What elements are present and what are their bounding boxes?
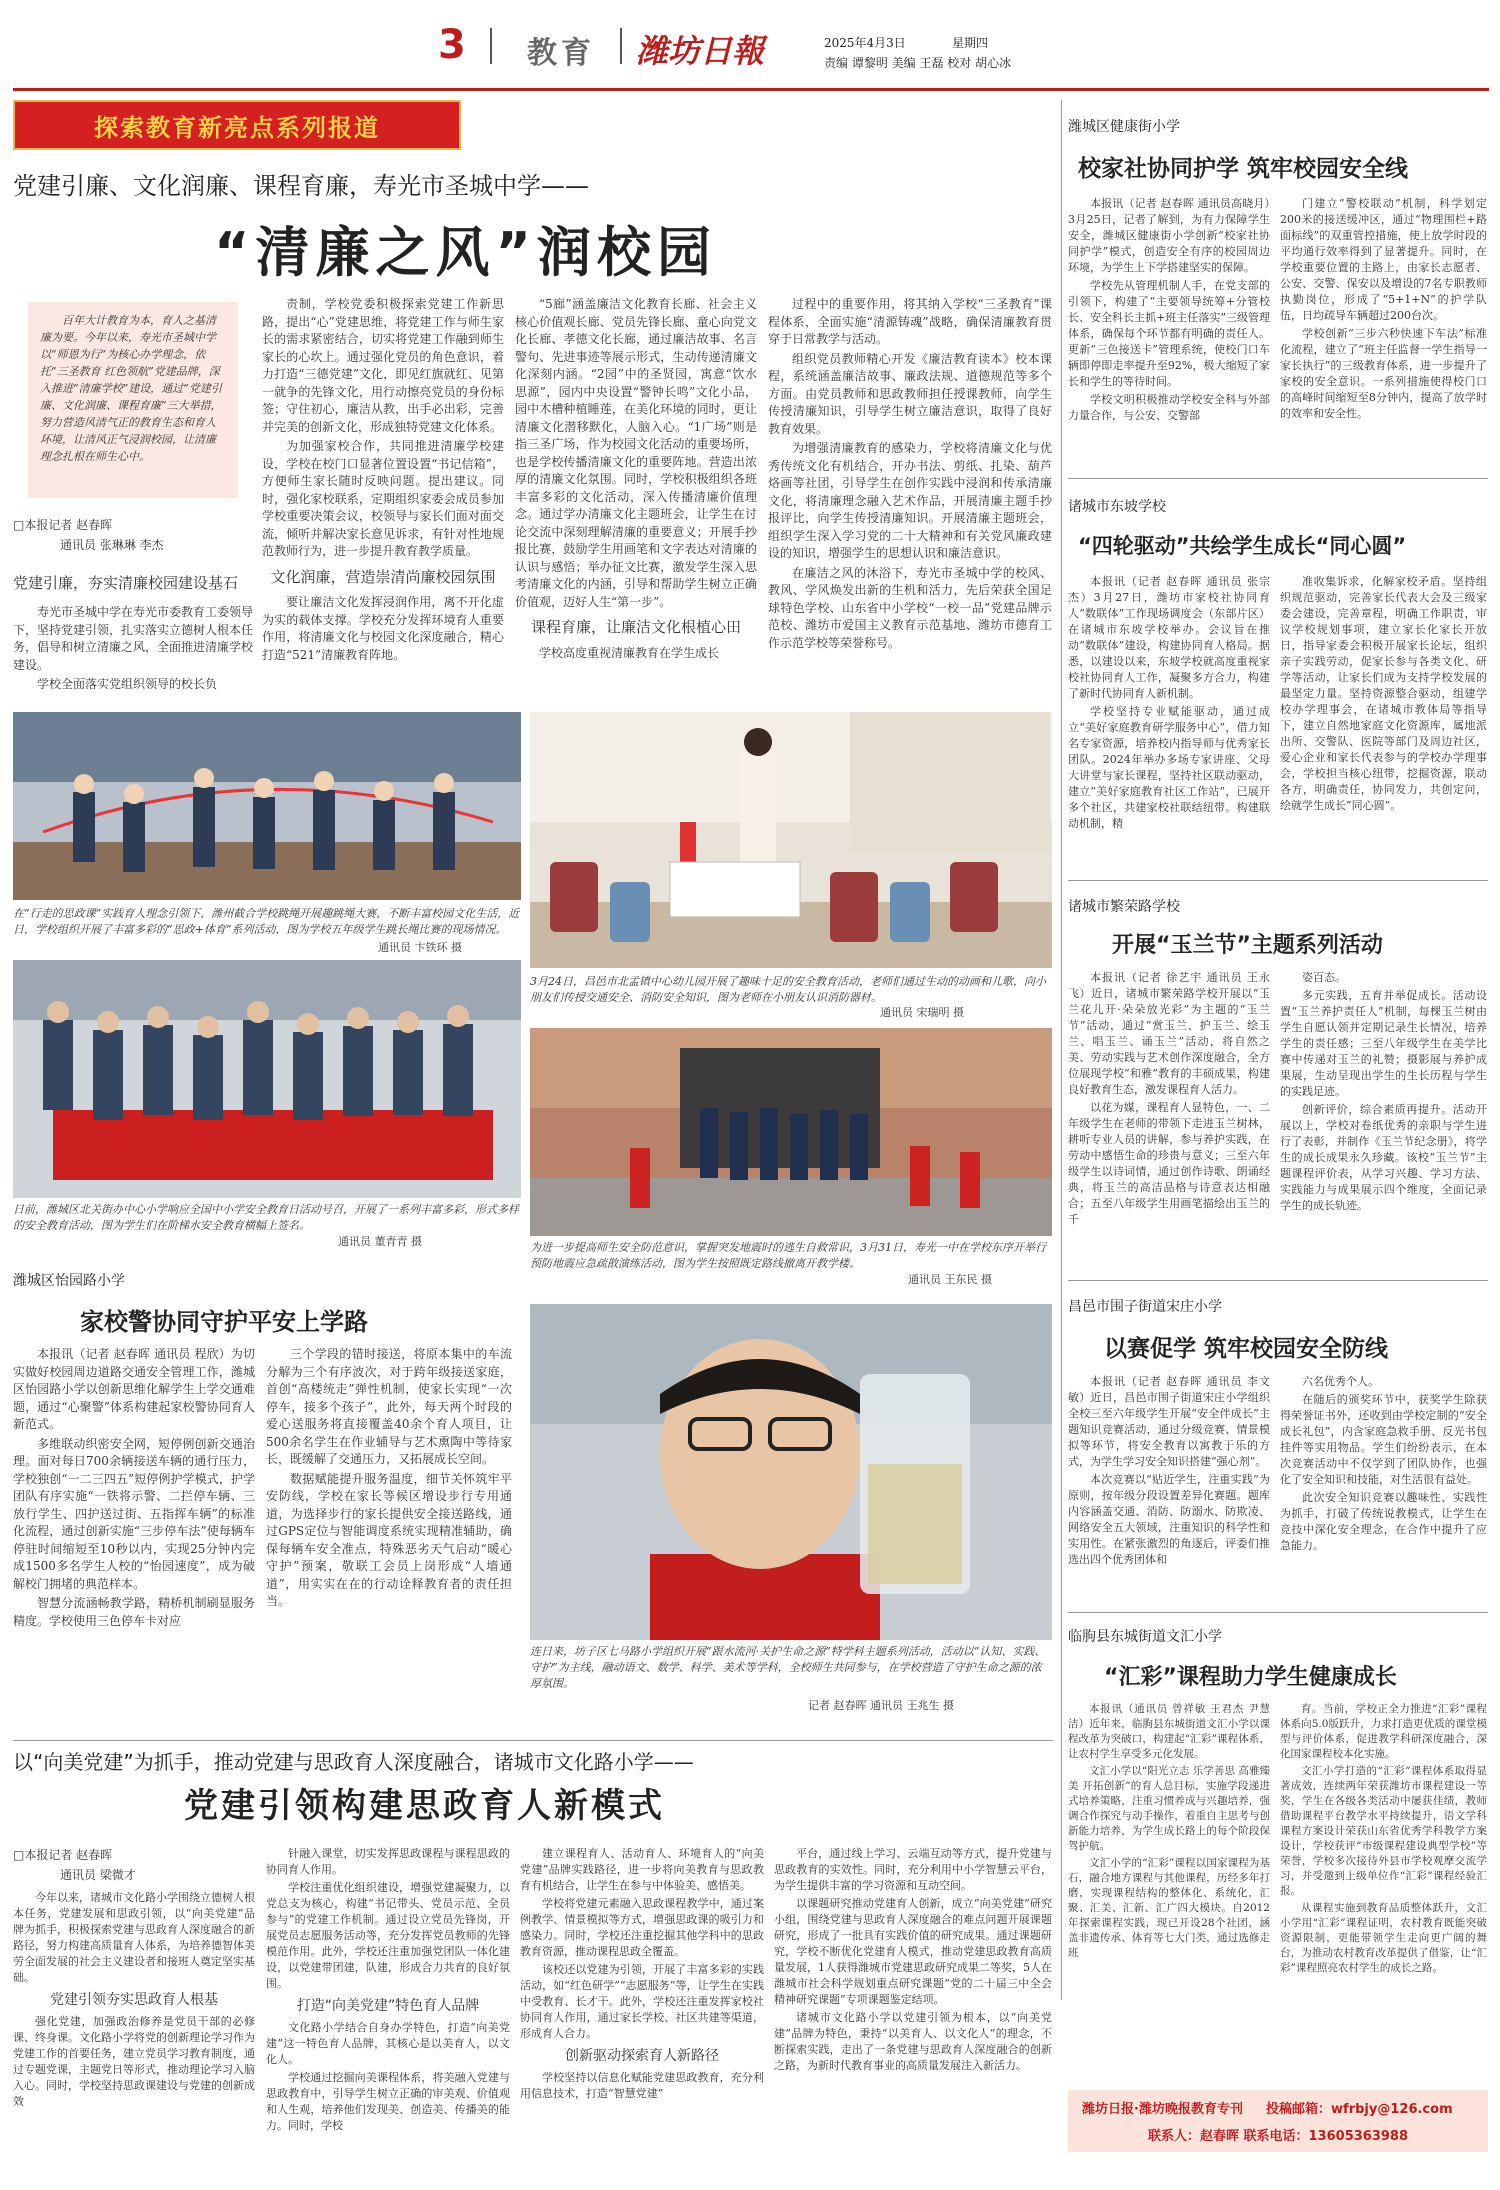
- s2-title: “四轮驱动”共绘学生成长“同心圆”: [1078, 534, 1407, 558]
- paragraph: 过程中的重要作用，将其纳入学校“三圣教育”课程体系，全面实施“清源铸魂”战略，确保清廉教育贯穿于日常教学与活动。: [768, 297, 1052, 346]
- credit-banner-signing: 通讯员 董青青 摄: [338, 1235, 422, 1248]
- paragraph: 本报讯（记者 赵春晖 通讯员 张宗杰）3月27日，潍坊市家校社协同育人“数联体”工作现场调度会（东部片区）在诸城市东坡学校举办。会议旨在推动“数联体”建设，构建协同育人格局。据悉，以建设以来，东坡学校就高度重视家校社协同育人工作，凝聚多方合力，构建了新时代协同育人新机制。: [1068, 575, 1270, 700]
- paragraph: 学校全面落实党组织领导的校长负: [37, 677, 218, 691]
- earthquake-drill-image: [530, 1028, 1052, 1236]
- paragraph: 本报讯（通讯员 曾祥敏 王君杰 尹慧洁）近年来，临朐县东城街道文汇小学以课程改革为突破口，构建起“汇彩”课程体系，让农村学生享受多元化发展。: [1068, 1703, 1270, 1760]
- s1-col-2: [1280, 196, 1487, 424]
- yilu-title: 家校警协同守护平安上学路: [80, 1308, 368, 1336]
- paragraph: 从课程实施到教育品质整体跃升，文汇小学用“汇彩”课程证明，农村教育既能突破资源限制，更能带领学生走向更广阔的舞台，为推动农村教育改革提供了借鉴，让“汇彩”课程照亮农村学生的成长之路。: [1280, 1902, 1487, 1974]
- caption-earthquake-drill: 为进一步提高师生安全防范意识，掌握突发地震时的逃生自救常识，3月31日，寿光一中在学校东序开举行预防地震应急疏散演练活动，图为学生按照既定路线撤离开教学楼。: [530, 1241, 1046, 1270]
- wenhua-byline-correspondent: 通讯员 梁微才: [60, 1868, 136, 1882]
- paragraph: 学校文明积极推动学校安全科与外部力量合作，与公安、交警部: [1068, 393, 1270, 422]
- lead-kicker: 党建引廉、文化润廉、课程育廉，寿光市圣城中学——: [13, 172, 589, 200]
- contact-box: [1068, 2090, 1488, 2152]
- s4-school-name: 昌邑市围子街道宋庄小学: [1068, 1299, 1222, 1315]
- s3-col-2: [1280, 970, 1487, 1216]
- s2-school-name: 诸城市东坡学校: [1068, 499, 1166, 515]
- paragraph: 该校还以党建为引领，开展了丰富多彩的实践活动，如“红色研学”“志愿服务”等，让学生在实践中受教育、长才干。此外，学校还注重发挥家校社协同育人作用，通过家长学校、社区共建等渠道，形成育人合力。: [520, 1963, 764, 2040]
- caption-water-experiment: 连日来，坊子区七马路小学组织开展“跟水流河·关护生命之源”特学科主题系列活动，活动以“认知、实践、守护”为主线，融动语文、数学、科学、美术等学科，全校师生共同参与，在学校营造了守护生命之源的浓厚氛围。: [530, 1645, 1046, 1690]
- lead-intro-box: [28, 302, 238, 498]
- page-number: 3: [438, 22, 466, 68]
- lead-title: “清廉之风”润校园: [214, 221, 717, 284]
- paper-logo: 潍坊日報: [636, 32, 765, 70]
- paragraph: 创新评价，综合素质再提升。活动开展以上，学校对卷纸优秀的亲职与学生进行了表彰，并制作《玉兰节纪念册》，将学生的成长成果永久珍藏。该校“玉兰节”主题课程评价表，从学习兴趣、学习方法、实践能力与成果展示四个维度，全面记录学生的成长轨迹。: [1280, 1103, 1487, 1212]
- staff-credits: 责编 谭黎明 美编 王磊 校对 胡心冰: [824, 56, 1012, 70]
- lead-col-2: [262, 296, 504, 666]
- s3-title: 开展“玉兰节”主题系列活动: [1112, 933, 1383, 958]
- s1-col-1: [1068, 196, 1270, 426]
- s2-col-2: [1280, 574, 1487, 816]
- credit-earthquake-drill: 通讯员 王东民 摄: [908, 1273, 992, 1286]
- paragraph: 责制，学校党委积极探索党建工作新思路，提出“心”党建思维，将党建工作与师生家长的需求紧密结合，切实将党建工作融到师生家长的心坎上。通过强化党员的角色意识，着力打造“三德党建”文化，即见红旗就红、见第一就争的先锋文化，用行动擦亮党员的身份标签；守住初心，廉洁从教，出手必出彩，完善并完美的创新文化，形成独特党建文化体系。: [262, 297, 504, 434]
- lead-heading-1: 党建引廉，夯实清廉校园建设基石: [13, 574, 239, 592]
- paragraph: 针融入课堂，切实发挥思政课程与课程思政的协同育人作用。: [266, 1847, 510, 1876]
- yilu-col-2: [266, 1346, 512, 1613]
- wenhua-col-4: [774, 1846, 1052, 2076]
- contact-person: 联系人：赵春晖 联系电话：13605363988: [1147, 2129, 1409, 2144]
- wenhua-byline-reporter: □本报记者 赵春晖: [13, 1848, 113, 1862]
- paragraph: 在廉洁之风的沐浴下，寿光市圣城中学的校风、教风、学风焕发出新的生机和活力，先后荣获全国足球特色学校、山东省中小学校“一校一品”党建品牌示范校、潍坊市爱国主义教育示范基地、潍坊市德育工作示范学校等荣誉称号。: [768, 565, 1052, 650]
- paragraph: 以花为媒，课程育人显特色，一、二年级学生在老师的带领下走进玉兰树林，耕听专业人员的讲解，参与养护实践，在劳动中感悟生命的珍贵与意义；三至六年级学生以诗词情，通过创作诗歌、朗诵经典，将玉兰的高洁品格与诗意表达相融合；五至八年级学生用画笔描绘出玉兰的千: [1068, 1101, 1270, 1226]
- photo-water-experiment: [530, 1304, 1052, 1640]
- s5-title: “汇彩”课程助力学生健康成长: [1104, 1665, 1397, 1690]
- series-banner-label: 探索教育新亮点系列报道: [94, 113, 380, 142]
- yilu-school-name: 潍城区怡园路小学: [13, 1273, 125, 1289]
- paragraph: 智慧分流涵畅教学路，精桥机制刷显服务精度。学校使用三色停车卡对应: [13, 1596, 255, 1628]
- paragraph: 学校先从管理机制人手，在党支部的引领下，构建了“主要领导统筹+分管校长、安全科长主抓+班主任落实”三级管理体系，确保每个环节都有明确的责任人。更新“三色接送卡”管理系统，使校门口车辆即停即走率提升至92%，极大缩短了家长和学生的等待时间。: [1068, 279, 1270, 388]
- paragraph: 本次竞赛以“贴近学生，注重实践”为原则，按年级分段设置差异化赛题。题库内容涵盖交通、消防、防溺水、防欺凌、网络安全五大领域，注重知识的科学性和实用性。在紧张激烈的角逐后，评委们推选出四个优秀团体和: [1068, 1473, 1270, 1566]
- s3-col-1: [1068, 970, 1270, 1230]
- s1-school-name: 潍城区健康街小学: [1068, 119, 1180, 135]
- wenhua-kicker: 以“向美党建”为抓手，推动党建与思政育人深度融合，诸城市文化路小学——: [13, 1750, 694, 1774]
- credit-water-experiment: 记者 赵春晖 通讯员 王兆生 摄: [808, 1699, 954, 1712]
- paragraph: 六名优秀个人。: [1302, 1375, 1379, 1388]
- paragraph: 强化党建，加强政治修养是党员干部的必修课、终身课。文化路小学将党的创新理论学习作为党建工作的首要任务，建立党员学习教育制度，通过专题党课，主题党日等形式，推动理论学习入脑入心。同时，学校坚持思政课建设与党建的创新成效: [13, 2015, 255, 2108]
- paragraph: 文汇小学打造的“汇彩”课程体系取得显著成效，连续两年荣获潍坊市课程建设一等奖，学生在各级各类活动中屡获佳绩，教师借助课程平台教学水平持续提升，语文学科课程方案设计荣获山东省优秀学科教学方案设计，学校获评“市级课程建设典型学校”等荣誉，学校多次接待外县市学校观摩交流学习，并受邀到上级单位作“汇彩”课程经验汇报。: [1280, 1765, 1487, 1897]
- s5-col-2: [1280, 1702, 1487, 1978]
- s4-col-2: [1280, 1374, 1487, 1556]
- wenhua-title: 党建引领构建思政育人新模式: [184, 1786, 665, 1826]
- paragraph: 以课题研究推动党建育人创新，成立“向美党建”研究小组，围绕党建与思政育人深度融合的难点问题开展课题研究，形成了一批具有实践价值的研究成果。通过课题研究，学校不断优化党建育人模式，推动党建思政教育高质量发展，1人获得潍城市党建思政研究成果二等奖，5人在潍城市社会科学规划重点研究课题“党的二十届三中全会精神研究课题”专项课题鉴定结项。: [774, 1897, 1052, 2006]
- s3-school-name: 诸城市繁荣路学校: [1068, 899, 1180, 915]
- photo-banner-signing: [13, 960, 521, 1198]
- lead-intro: 百年大计教育为本，育人之基清廉为要。今年以来，寿光市圣城中学以“师恩为行”为核心办学理念，依托“三圣教育 红色领航”党建品牌，深入推进“清廉学校”建设，通过“党建引廉、文化润廉、课程育廉”三大举措，努力营造风清气正的教育生态和育人环境，让清风正气浸润校园，让清廉理念扎根在师生心中。: [40, 314, 222, 463]
- wenhua-heading-3: 创新驱动探索育人新路径: [565, 2048, 719, 2064]
- s5-school-name: 临朐县东城街道文汇小学: [1068, 1629, 1222, 1645]
- paragraph: 学校坚持以信息化赋能党建思政教育，充分利用信息技术，打造“智慧党建”: [520, 2071, 764, 2100]
- section-name: 教育: [527, 36, 595, 71]
- paragraph: 文汇小学的“汇彩”课程以国家课程为基石，融合地方课程与其他课程，历经多年打磨，实现课程结构的整体化、系统化，汇聚、汇美、汇新、汇广四大模块。自2012年探索课程实践，现已开设28个社团，涵盖非遗传承、体育等七大门类，通过选修走班: [1068, 1857, 1270, 1959]
- water-experiment-image: [530, 1304, 1052, 1640]
- wenhua-heading-1: 党建引领夯实思政育人根基: [50, 1992, 218, 2008]
- paragraph: 本报讯（记者 赵春晖 通讯员 李文敏）近日，昌邑市围子街道宋庄小学组织全校三至六年级学生开展“安全伴成长”主题知识竞赛活动，通过分级竞赛、情景模拟等环节，将安全教育以寓教于乐的方式，为学生学习安全知识搭建“强心剂”。: [1068, 1375, 1270, 1468]
- paragraph: 门建立“警校联动”机制，科学划定200米的接送缓冲区，通过“物理围栏+路面标线”的双重管控措施，使上放学时段的平均通行效率得到了显著提升。同时，在学校重要位置的主路上，由家长志愿者、公安、交警、保安以及增设的7名专职教师执勤岗位，形成了“5+1+N”的护学队伍，日均疏导车辆超过200台次。: [1280, 197, 1487, 322]
- caption-kindergarten: 3月24日，昌邑市北孟镇中心幼儿园开展了趣味十足的安全教育活动，老师们通过生动的动画和儿歌，向小朋友们传授交通安全、消防安全知识，图为老师在小朋友认识消防器材。: [530, 975, 1046, 1004]
- paragraph: 数据赋能提升服务温度，细节关怀筑牢平安防线，学校在家长等候区增设步行专用通道，为选择步行的家长提供安全接送路线，通过GPS定位与智能调度系统实现精准辅助，确保每辆车安全准点，特殊恶劣天气启动“暖心守护”预案，敬联工会员上岗形成“人墙通道”，用实实在在的行动诠释教育者的责任担当。: [266, 1471, 512, 1608]
- paragraph: 多元实践，五育并举促成长。活动设置“玉兰养护责任人”机制，每棵玉兰树由学生自愿认领并定期记录生长情况，培养学生的责任感；三至八年级学生在美学比赛中传递对玉兰的礼赞；摄影展与养护成果展，生动呈现出学生的生长历程与学生的实践足迹。: [1280, 989, 1487, 1098]
- paragraph: 组织党员教师精心开发《廉洁教育读本》校本课程，系统涵盖廉洁故事、廉政法规、道德规范等多个方面。由党员教师和思政教师担任授课教师，向学生传授清廉知识，引导学生树立廉洁意识，取得了良好教育效果。: [768, 351, 1052, 436]
- paragraph: 此次安全知识竞赛以趣味性、实践性为抓手，打破了传统说教模式，让学生在竞技中深化安全理念，在合作中提升了应急能力。: [1280, 1491, 1487, 1552]
- paragraph: 育。当前，学校正全力推进“汇彩”课程体系向5.0版跃升，力求打造更优质的课堂模型与评价体系，促进教学科研深度融合，深化国家课程校本化实施。: [1280, 1703, 1487, 1760]
- s1-title: 校家社协同护学 筑牢校园安全线: [1078, 156, 1409, 182]
- paragraph: 准收集诉求，化解家校矛盾。坚持组织规范驱动，完善家长代表大会及三级家委会建设，完善章程，明确工作职责，审议学校规划事项，建立家长化家长开放日，指导家委会积极开展家长论坛，组织亲子实践劳动，促家长参与各类文化、研学等活动，让家长们成为支持学校发展的最坚定力量。坚持资源整合驱动，组建学校办学理事会，在诸城市教体局等指导下，建立自然地家庭文化资源库，属地派出所、交警队、医院等部门及周边社区，爱心企业和家长代表参与的学校办学理事会，学校担当核心纽带，挖掘资源，联动各方，明确责任，协同发力，共创定问，绘就学生成长“同心圆”。: [1280, 575, 1487, 812]
- paragraph: 学校通过挖掘向美课程体系，将美融入党建与思政教育中，引导学生树立正确的审美观、价值观和人生观，培养他们发现美、创造美、传播美的能力。同时，学校: [266, 2071, 510, 2132]
- s4-col-1: [1068, 1374, 1270, 1570]
- paragraph: 今年以来，诸城市文化路小学围绕立德树人根本任务，党建发展和思政引领，以“向美党建”品牌为抓手，积极探索党建与思政育人深度融合的新路径，努力构建高质量育人体系，为培养德智体美劳全面发展的社会主义建设者和接班人奠定坚实基础。: [13, 1891, 255, 1984]
- paragraph: 本报讯（记者 赵春晖 通讯员 程欣）为切实做好校园周边道路交通安全管理工作，潍城区怡园路小学以创新思维化解学生上学交通难题，通过“心聚警”体系构建起家校警协同育人新范式。: [13, 1347, 255, 1431]
- lead-col-1: [13, 604, 253, 696]
- contact-column-name: 潍坊日报·潍坊晚报教育专刊: [1082, 2102, 1243, 2117]
- banner-signing-image: [13, 960, 521, 1198]
- paragraph: 要让廉洁文化发挥浸润作用，离不开化虚为实的载体支撑。学校充分发挥环境育人重要作用，将清廉文化与校园文化深度融合，精心打造“521”清廉教育阵地。: [262, 595, 504, 662]
- paragraph: 学校坚持专业赋能驱动，通过成立“美好家庭教育研学服务中心”，借力知名专家资源，培养校内指导师与优秀家长团队。2024年举办多场专家讲座、父母大讲堂与家长课程，坚持社区联动驱动，建立“美好家庭教育社区工作站”，已展开多个社区，共建家校社联结纽带。构建联动机制，精: [1068, 705, 1270, 830]
- photo-rope-jumping: [13, 712, 521, 900]
- caption-rope-jumping: 在“行走的思政课”实践育人理念引领下，潍州截合学校跳绳开展趣跳绳大赛，不断丰富校园文化生活，近日，学校组织开展了丰富多彩的“思政+体育”系列活动，图为学校五年级学生跳长绳比赛的现场情况。: [13, 907, 520, 936]
- wenhua-col-3: [520, 1846, 764, 2104]
- series-banner: [13, 100, 461, 150]
- issue-date: 2025年4月3日: [824, 36, 906, 50]
- paragraph: 为增强清廉教育的感染力，学校将清廉文化与优秀传统文化有机结合，开办书法、剪纸、扎染、葫芦烙画等社团，引导学生在创作实践中浸润和传承清廉文化，将清廉理念融入艺术作品，开展清廉主题手抄报评比，向学生传授清廉知识。开展清廉主题班会，组织学生深入学习党的二十大精神和有关党风廉政建设的知识，增强学生的思想认识和廉洁意识。: [768, 441, 1052, 560]
- kindergarten-image: [530, 712, 1052, 968]
- paragraph: 文化路小学结合自身办学特色，打造“向美党建”这一特色育人品牌，其核心是以美育人，以文化人。: [266, 2021, 510, 2066]
- paragraph: 在随后的颁奖环节中，获奖学生除获得荣誉证书外，还收到由学校定制的“安全成长礼包”，内含家庭急救手册、反光书包挂件等实用物品。学生们纷纷表示，在本次竞赛活动中不仅学到了团队协作，也强化了安全知识和技能，对生活很有益处。: [1280, 1393, 1487, 1486]
- s4-title: 以赛促学 筑牢校园安全防线: [1104, 1336, 1389, 1362]
- caption-banner-signing: 日前，潍城区北关街办中心小学响应全国中小学安全教育日活动号召，开展了一系列丰富多彩，形式多样的安全教育活动，图为学生们在阶梯水安全教育横幅上签名。: [13, 1203, 519, 1232]
- paragraph: 本报讯（记者 徐艺宇 通讯员 王永飞）近日，诸城市繁荣路学校开展以“玉兰花儿开·朵朵放光彩”为主题的“玉兰节”活动，通过“赏玉兰、护玉兰、绘玉兰、唱玉兰、诵玉兰”活动，将自然之美、劳动实践与艺术创作深度融合，全方位展现学校“和雅”教育的丰硕成果，构建良好教育生态，激发课程育人活力。: [1068, 971, 1270, 1096]
- paragraph: 学校注重优化组织建设，增强党建凝聚力，以党总支为核心，构建“书记带头、党员示范、全员参与”的党建工作机制。通过设立党员先锋岗，开展党员志愿服务活动等，充分发挥党员教师的先锋模范作用。此外，学校还注重加强党团队一体化建设，以党建带团建，队建，形成合力共育的良好氛围。: [266, 1881, 510, 1990]
- paragraph: 为加强家校合作，共同推进清廉学校建设，学校在校门口显著位置设置“书记信箱”，方便师生家长随时反映问题。提出建议。同时，强化家校联系，定期组织家委会成员参加学校重要决策会议，校领导与家长们面对面交流，倾听并解决家长意见诉求，有针对性地规范教师行为，进一步提升教育教学质量。: [262, 439, 504, 558]
- rope-jumping-image: [13, 712, 521, 900]
- paragraph: 多维联动织密安全网，短停例创新交通治理。面对每日700余辆接送车辆的通行压力，学校独创“一二三四五”短停例护学模式，护学团队有序实施“一铁将示警、二拦停车辆、三放行学生、四护送过街、五指挥车辆”的标准化流程，通过创新实施“三步停车法”使每辆车停驻时间缩短至10秒以内，实现25分钟内完成1500多名学生人校的“怡园速度”，成为破解校门拥堵的典范样本。: [13, 1436, 255, 1591]
- credit-rope-jumping: 通讯员 卞铁环 摄: [378, 941, 462, 954]
- masthead: [0, 0, 1500, 75]
- lead-col-3: [515, 296, 757, 664]
- paragraph: 学校将党建元素融入思政课程教学中，通过案例教学、情景模拟等方式，增强思政课的吸引力和感染力。同时，学校还注重挖掘其他学科中的思政教育资源，推动课程思政全覆盖。: [520, 1897, 764, 1958]
- lead-byline-reporter: □本报记者 赵春晖: [13, 518, 113, 532]
- wenhua-col-1: [13, 1890, 255, 2112]
- paragraph: 寿光市圣城中学在寿光市委教育工委领导下，坚持党建引领，扎实落实立德树人根本任务，倡导和树立清廉之风，全面推进清廉学校建设。: [13, 605, 254, 672]
- paragraph: 姿百态。: [1302, 971, 1346, 984]
- paragraph: “5廊”涵盖廉洁文化教育长廊、社会主义核心价值观长廊、党员先锋长廊、童心向党文化长廊、孝德文化长廊，通过廉洁故事、名言警句、先进事迹等展示形式，生动传递清廉文化深刻内涵。“2园”中的圣贤园，寓意“饮水思源”，园内中央设置“警钟长鸣”文化小品，园中木槽种植睡莲，在美化环境的同时，更让清廉文化潜移默化，人脑入心。“1广场”则是指三圣广场，作为校园文化活动的重要场所，也是学校传播清廉文化的重要阵地。营造出浓厚的清廉文化氛围。同时，学校积极组织各班丰富多彩的文化活动，深入传播清廉价值理念。通过学办清廉文化主题班会，让学生在讨论交流中深刻理解清廉的重要意义；开展手抄报比赛，鼓励学生用画笔和文字表达对清廉的认识与感悟；举办征文比赛，激发学生深入思考清廉文化的内涵，引导和帮助学生树立正确价值观，迈好人生“第一步”。: [515, 297, 757, 609]
- lead-byline-correspondent: 通讯员 张琳琳 李杰: [60, 538, 164, 552]
- paragraph: 学校高度重视清廉教育在学生成长: [539, 645, 720, 660]
- paragraph: 诸城市文化路小学以党建引领为根本，以“向美党建”品牌为特色，秉持“以美育人、以文化人”的理念，不断探索实践，走出了一条党建与思政育人深度融合的创新之路，为新时代教育事业的高质量发展注入新活力。: [774, 2011, 1052, 2072]
- lead-heading-2: 文化润廉，营造崇清尚廉校园氛围: [270, 567, 496, 586]
- s5-col-1: [1068, 1702, 1270, 1963]
- contact-email: 投稿邮箱：wfrbjy@126.com: [1266, 2102, 1453, 2117]
- paragraph: 三个学段的错时接送，将原本集中的车流分解为三个有序波次，对于跨年级接送家庭，首创“高楼统走”弹性机制，使家长实现“一次停车，接多个孩子”，此外，每天两个时段的爱心送服务将直接覆盖40余个育人项目，让500余名学生在作业辅导与艺术熏陶中等待家长，既缓解了交通压力，又拓展成长空间。: [266, 1347, 512, 1466]
- paragraph: 建立课程育人、活动育人、环境育人的“向美党建”品牌实践路径，进一步将向美教育与思政教育有机结合，让学生在参与中体验美、感悟美。: [520, 1847, 764, 1892]
- paragraph: 文汇小学以“阳光立志 乐学善思 高雅臻美 开拓创新”的育人总目标，实施学段递进式培养策略，注重习惯养成与兴趣培养，强调合作探究与动手操作，着重自主思考与创新能力培养，为学生成长路上的每个阶段保驾护航。: [1068, 1765, 1270, 1852]
- wenhua-heading-2: 打造“向美党建”特色育人品牌: [296, 1998, 480, 2014]
- paragraph: 本报讯（记者 赵春晖 通讯员高晓月）3月25日，记者了解到，为有力保障学生安全，潍城区健康街小学创新“校家社协同护学”模式，创造安全有序的校园周边环境，为学生上下学搭建坚实的保障。: [1068, 197, 1270, 274]
- lead-heading-3: 课程育廉，让廉洁文化根植心田: [530, 618, 741, 636]
- credit-kindergarten: 通讯员 宋瑞明 摄: [880, 1006, 964, 1019]
- lead-col-4: [768, 296, 1052, 654]
- wenhua-col-2: [266, 1846, 510, 2136]
- paragraph: 学校创新“三步六秒快速下车法”标准化流程，建立了“班主任监督一学生指导一家长执行”的三级教育体系，进一步提升了家校的安全意识。一系列措施使得校门口的高峰时间缩短至8分钟内，提高了放学时的效率和安全性。: [1280, 327, 1487, 420]
- yilu-col-1: [13, 1346, 255, 1632]
- paragraph: 平台，通过线上学习、云端互动等方式，提升党建与思政教育的实效性。同时，充分利用中小学智慧云平台，为学生提供丰富的学习资源和互动空间。: [774, 1847, 1052, 1892]
- issue-weekday: 星期四: [952, 36, 989, 50]
- photo-earthquake-drill: [530, 1028, 1052, 1236]
- photo-kindergarten-safety: [530, 712, 1052, 968]
- s2-col-1: [1068, 574, 1270, 834]
